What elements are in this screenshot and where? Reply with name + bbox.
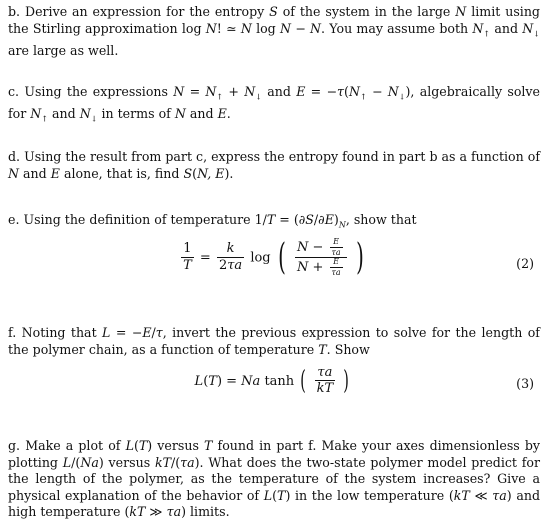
part-d-text-1: Using the result from part c, express the entropy found in part b as a function of (24, 149, 540, 164)
part-d-text-3: alone, that is, find (63, 165, 180, 181)
part-c-label: c. (8, 84, 20, 99)
equation-2: $\frac{1}{T}$ = $\frac{k}{2\tau a}$ log ( N − $\frac{E}{\tau a}$ N + $\frac{E}{\tau a}$ ) (183, 236, 364, 278)
part-e-paragraph: e. Using the definition of temperature $1/T = (\partial S/\partial E)_N$, show that (8, 212, 417, 230)
part-f-paragraph: f. Noting that L = −E/τ, invert the previous expression to solve for the length of the polymer chain, as a function of temperature T. Show (8, 325, 540, 357)
part-g-text-7: and high temperature (8, 487, 541, 519)
part-b-text-3: limit using the Stirling approximation log (8, 4, 540, 36)
part-b-text-6: are large as well. (8, 42, 119, 58)
part-f-text-2: invert the previous expression to solve for the length of the polymer chain, as a function of temperature (8, 325, 540, 357)
part-g-text-3: found in part f. Make your axes dimensionless by plotting (8, 438, 541, 470)
part-g-text-1: Make a plot of (25, 438, 121, 453)
part-c-text-1: Using the expressions (24, 84, 168, 99)
part-b-text-1: Derive an expression for the entropy (24, 4, 265, 19)
part-c-text-6: and (189, 106, 214, 122)
part-b-text-2: of the system in the large (282, 4, 451, 19)
part-e-text-1: Using the definition of temperature (23, 212, 251, 227)
part-e-label: e. (8, 212, 20, 227)
part-d-label: d. (8, 149, 21, 164)
part-c-text-2: and (267, 84, 291, 99)
part-b-text-5: and (494, 20, 519, 36)
equation-2-number: (2) (516, 256, 534, 271)
part-b-text-4: You may assume both (329, 20, 469, 36)
part-g-text-8: limits. (190, 504, 230, 519)
part-f-text-3: Show (334, 341, 370, 357)
part-c-text-3: algebraically solve for (8, 84, 540, 122)
equation-3-number: (3) (516, 376, 534, 391)
part-g-text-2: versus (157, 438, 199, 453)
part-g-paragraph: g. Make a plot of L(T) versus T found in part f. Make your axes dimensionless by plotting L/(Na) versus kT/(τa). What does the two-state polymer model predict for the length of the polymer, as the temperature of the system increases? Give a physical explanation of the behavior of L(T) in the low temperature (kT ≪ τa) and high temperature (kT ≫ τa) limits. (8, 438, 541, 519)
part-b-paragraph: b. Derive an expression for the entropy S of the system in the large N limit using the Stirling approximation log N! ≃ N log N − N. You may assume both $N_↑$ and $N_↓$ are large as well. (8, 4, 540, 58)
part-c-text-4: and (52, 106, 76, 122)
part-f-label: f. (8, 325, 17, 340)
part-g-text-4: versus (108, 454, 151, 470)
part-g-text-5: What does the two-state polymer model predict for the length of the polymer, as the temperature of the system increases? Give a physical explanation of the behavior of (8, 454, 541, 503)
part-g-label: g. (8, 438, 21, 453)
part-d-text-2: and (23, 165, 47, 181)
equation-3: L(T) = Na tanh ( $\frac{\tau a}{kT}$ ) (194, 365, 350, 397)
part-g-text-6: in the low temperature (295, 487, 445, 503)
part-e-text-2: show that (353, 212, 417, 227)
part-b-label: b. (8, 4, 21, 19)
part-d-paragraph: d. Using the result from part c, express the entropy found in part b as a function of N and E alone, that is, find S(N, E). (8, 149, 540, 181)
part-f-text-1: Noting that (21, 325, 97, 340)
part-c-paragraph: c. Using the expressions $N = N_↑ + N_↓$ and $E = -\tau(N_↑ - N_↓)$, algebraically solve for $N_↑$ and $N_↓$ in terms of N and E. (8, 84, 540, 124)
part-c-text-5: in terms of (101, 106, 171, 122)
